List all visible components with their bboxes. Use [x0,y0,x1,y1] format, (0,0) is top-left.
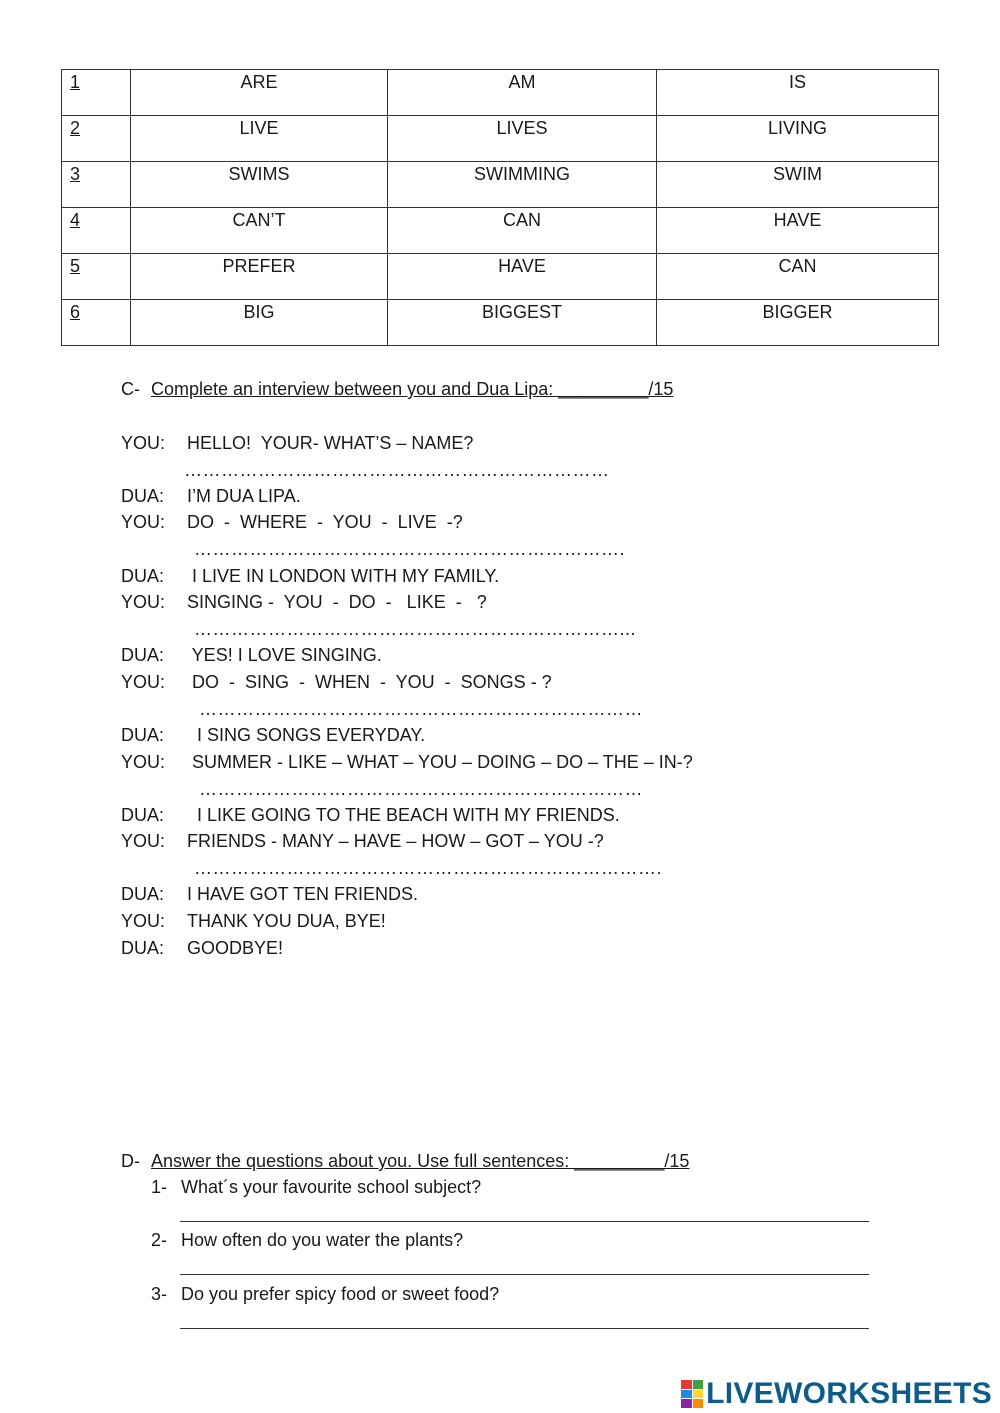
row-number: 1 [62,70,131,116]
choice-b: BIGGEST [388,300,657,346]
logo-square [681,1390,692,1399]
question-item [151,1230,463,1251]
choice-b: CAN [388,208,657,254]
dialogue-text: I SING SONGS EVERYDAY. [187,725,426,745]
speaker-label: YOU: [121,433,166,453]
question-number: 3- [151,1284,168,1304]
liveworksheets-logo [681,1377,992,1411]
dialogue-line [121,725,425,746]
question-number: 1- [151,1177,168,1197]
speaker-label: YOU: [121,831,166,851]
dialogue-line [121,805,620,826]
row-number: 5 [62,254,131,300]
dialogue-text: GOODBYE! [187,938,284,958]
dialogue-text: DO - SING - WHEN - YOU - SONGS - ? [187,672,552,692]
choice-c: LIVING [657,116,939,162]
row-number: 6 [62,300,131,346]
dialogue-text: SINGING - YOU - DO - LIKE - ? [187,592,487,612]
dialogue-line [121,592,487,613]
choice-a: PREFER [131,254,388,300]
logo-square [681,1380,692,1389]
dialogue-line [121,831,604,852]
speaker-label: DUA: [121,486,165,506]
dialogue-text: DO - WHERE - YOU - LIVE -? [187,512,463,532]
table-row [62,162,939,208]
table-row [62,70,939,116]
dialogue-text: FRIENDS - MANY – HAVE – HOW – GOT – YOU -? [187,831,604,851]
question-text: What´s your favourite school subject? [181,1177,482,1197]
speaker-label: DUA: [121,566,165,586]
table-row [62,300,939,346]
choice-a: CAN’T [131,208,388,254]
dialogue-line [121,433,473,454]
dialogue-line [121,884,418,905]
question-number: 2- [151,1230,168,1250]
dialogue-line [121,752,693,773]
speaker-label: YOU: [121,752,166,772]
dialogue-text: I’M DUA LIPA. [187,486,301,506]
choice-c: HAVE [657,208,939,254]
logo-text: LIVEWORKSHEETS [706,1377,992,1410]
table-row [62,116,939,162]
answer-line[interactable] [180,1328,869,1329]
answer-dots: ……………………………………………………………... [194,619,637,639]
choice-c: CAN [657,254,939,300]
row-number: 4 [62,208,131,254]
dialogue-text: SUMMER - LIKE – WHAT – YOU – DOING – DO – THE – IN-? [187,752,693,772]
dialogue-text: YES! I LOVE SINGING. [187,645,382,665]
section-c-title: Complete an interview between you and Dua Lipa: _________/15 [151,379,674,399]
logo-icon [681,1380,703,1408]
word-choice-table [61,69,939,346]
choice-a: ARE [131,70,388,116]
logo-square [693,1399,704,1408]
choice-c: BIGGER [657,300,939,346]
dialogue-text: HELLO! YOUR- WHAT’S – NAME? [187,433,474,453]
row-number: 3 [62,162,131,208]
dialogue-text: I LIVE IN LONDON WITH MY FAMILY. [187,566,500,586]
speaker-label: DUA: [121,805,165,825]
speaker-label: YOU: [121,911,166,931]
logo-square [693,1380,704,1389]
dialogue-line [121,938,283,959]
answer-line[interactable] [180,1274,869,1275]
answer-dots: …………………………………………………………………. [194,858,663,878]
choice-b: HAVE [388,254,657,300]
section-c-letter: C- [121,379,140,399]
speaker-label: YOU: [121,672,166,692]
answer-line[interactable] [180,1221,869,1222]
logo-square [681,1399,692,1408]
section-d-letter: D- [121,1151,140,1171]
dialogue-line [121,486,301,507]
dialogue-line [121,566,499,587]
section-d-heading [121,1151,689,1172]
answer-dots: ……………………………………………………………… [199,699,643,719]
dialogue-text: I LIKE GOING TO THE BEACH WITH MY FRIENDS. [187,805,620,825]
section-d-title: Answer the questions about you. Use full sentences: _________/15 [151,1151,690,1171]
speaker-label: DUA: [121,938,165,958]
table-row [62,208,939,254]
answer-dots: ……………………………………………………………… [199,779,643,799]
choice-b: LIVES [388,116,657,162]
dialogue-line [121,911,386,932]
dialogue-line [121,645,382,666]
choice-b: AM [388,70,657,116]
dialogue-line [121,512,463,533]
speaker-label: DUA: [121,645,165,665]
dialogue-line [121,672,552,693]
question-item [151,1284,499,1305]
choice-b: SWIMMING [388,162,657,208]
choice-a: BIG [131,300,388,346]
answer-dots: ……………………………………………………………. [194,539,626,559]
question-text: Do you prefer spicy food or sweet food? [181,1284,500,1304]
dialogue-text: THANK YOU DUA, BYE! [187,911,386,931]
choice-a: SWIMS [131,162,388,208]
dialogue-text: I HAVE GOT TEN FRIENDS. [187,884,419,904]
section-c-heading [121,379,673,400]
choice-c: IS [657,70,939,116]
row-number: 2 [62,116,131,162]
speaker-label: YOU: [121,512,166,532]
question-text: How often do you water the plants? [181,1230,464,1250]
speaker-label: DUA: [121,725,165,745]
question-item [151,1177,481,1198]
speaker-label: DUA: [121,884,165,904]
choice-c: SWIM [657,162,939,208]
answer-dots: …………………………………………………………… [184,460,610,480]
choice-a: LIVE [131,116,388,162]
logo-square [693,1390,704,1399]
speaker-label: YOU: [121,592,166,612]
table-row [62,254,939,300]
